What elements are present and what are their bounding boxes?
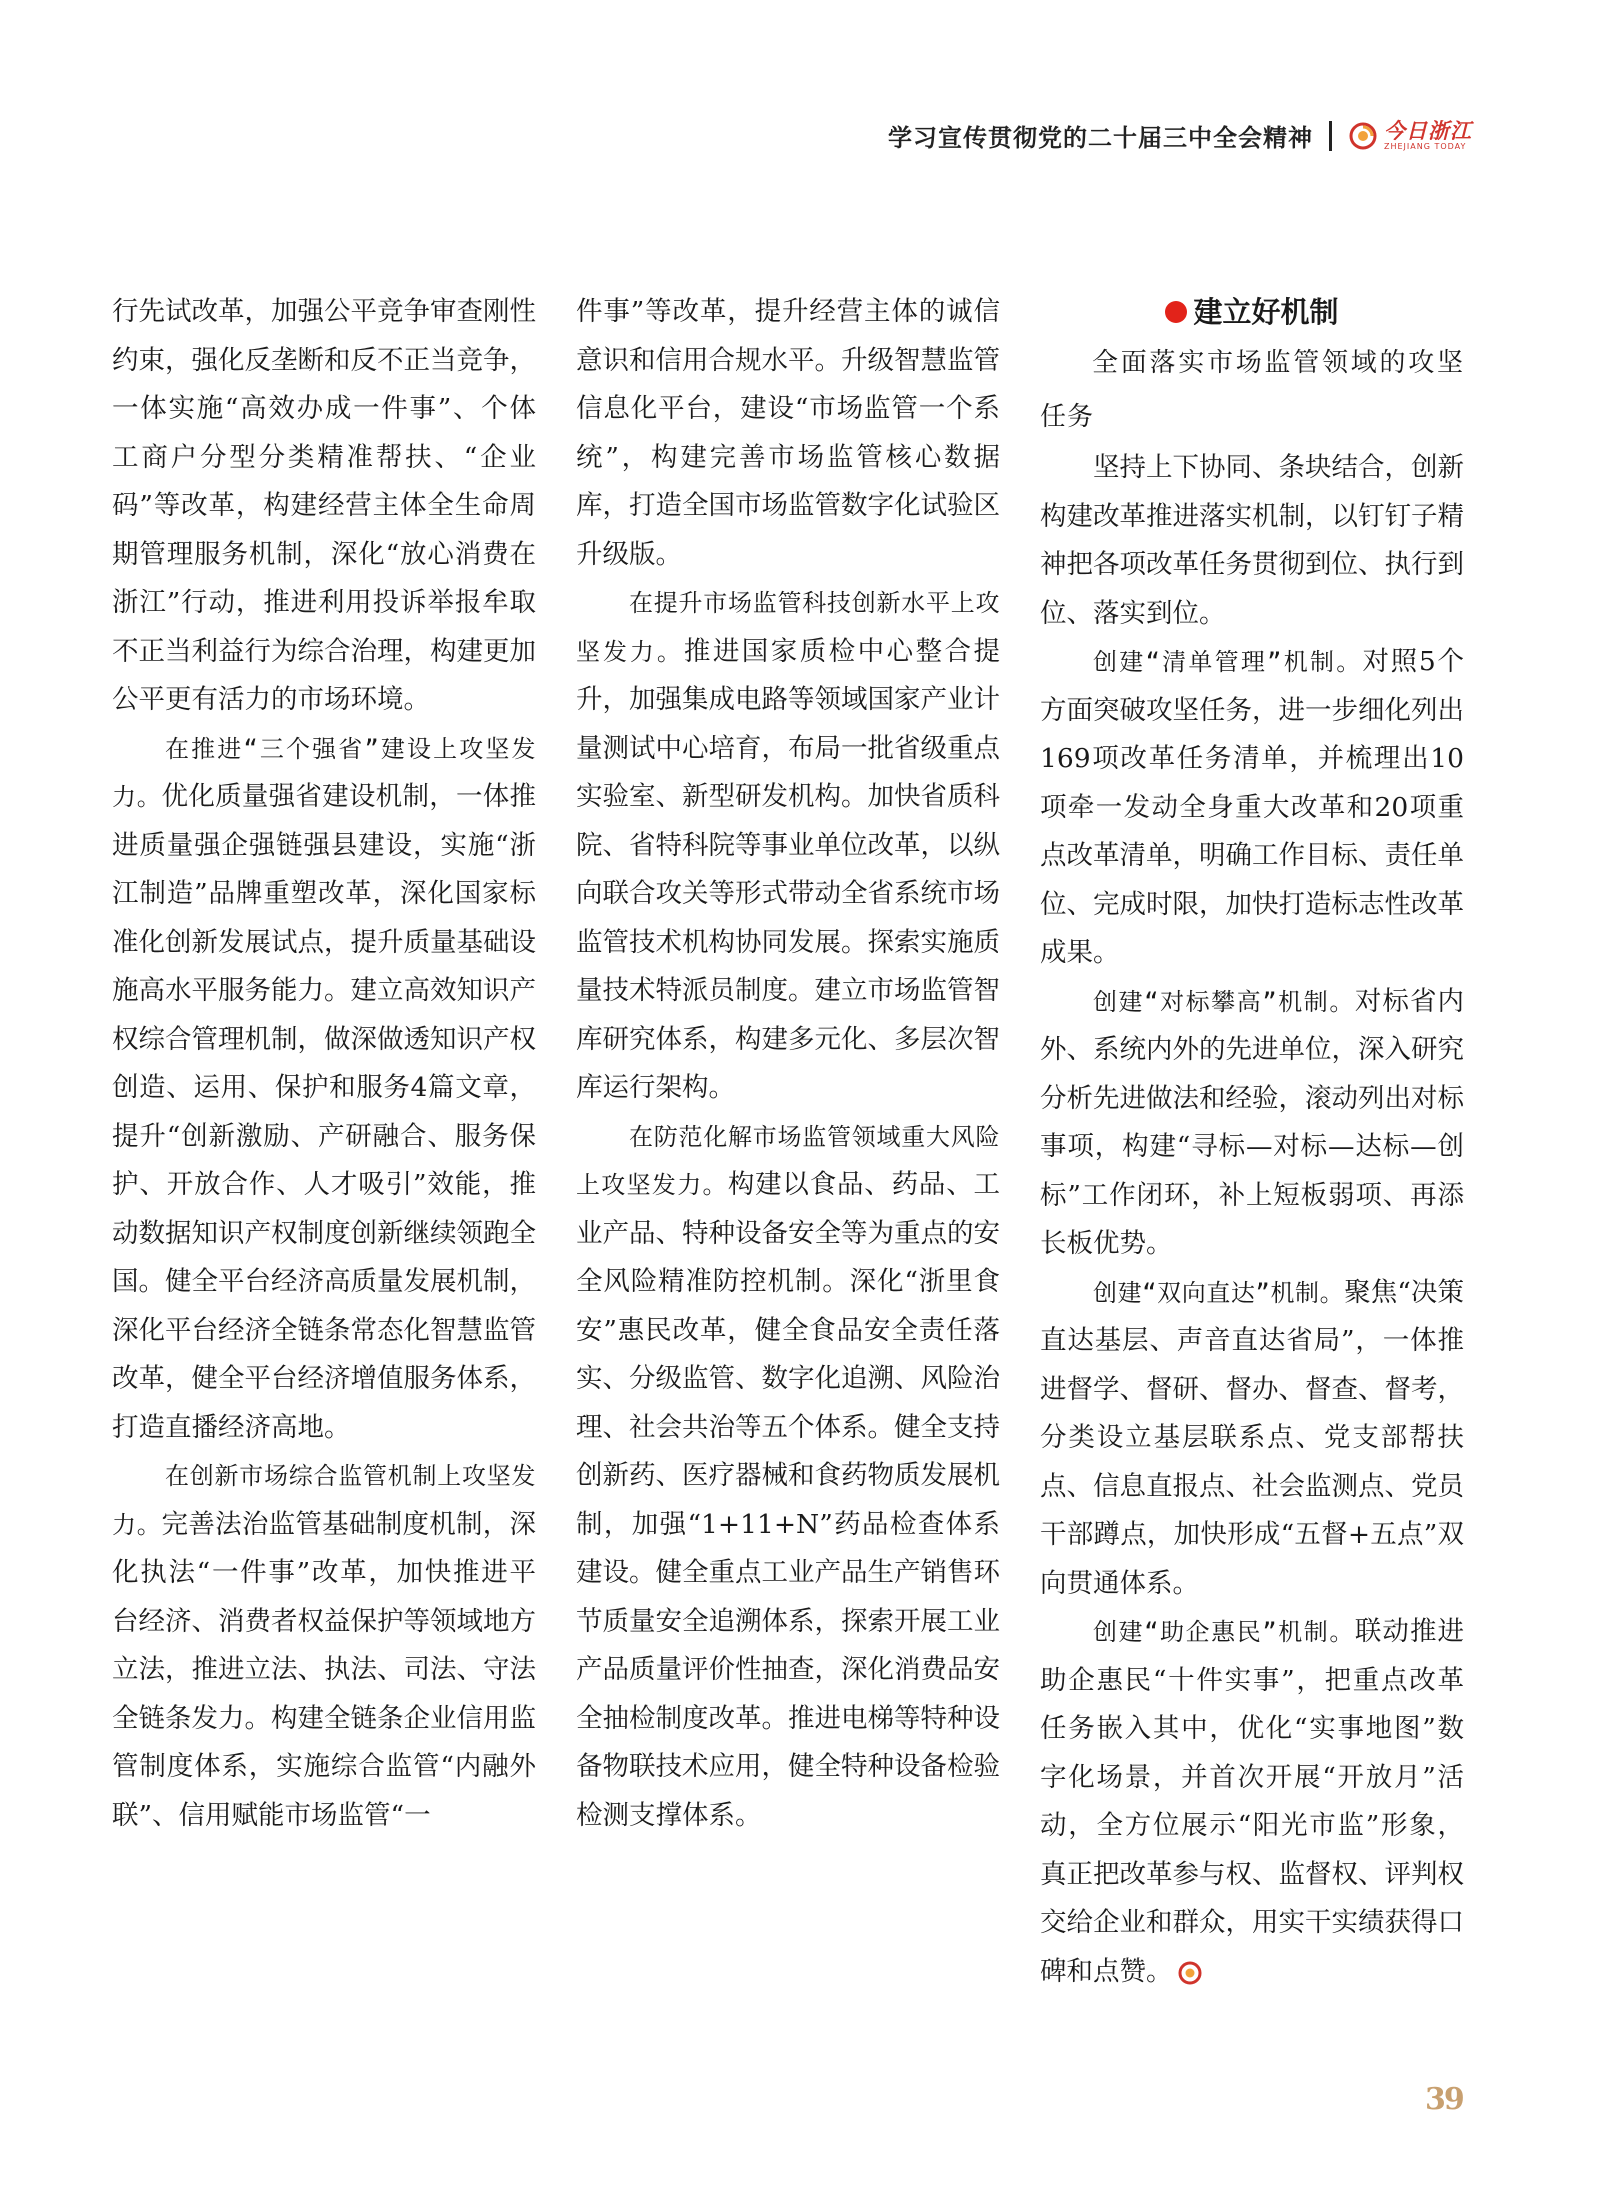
paragraph: 行先试改革，加强公平竞争审查刚性约束，强化反垄断和反不正当竞争，一体实施“高效办成一件事”、个体工商户分型分类精准帮扶、“企业码”等改革，构建经营主体全生命周期管理服务机制，深化“放心消费在浙江”行动，推进利用投诉举报牟取不正当利益行为综合治理，构建更加公平更有活力的市场环境。	[112, 296, 536, 715]
paragraph	[1040, 1269, 1464, 1609]
paragraph	[112, 725, 536, 1453]
paragraph-lead: 在创新市场综合监管机制上攻坚发力。	[112, 1462, 536, 1539]
logo-english-name: ZHEJIANG TODAY	[1384, 142, 1467, 151]
paragraph-lead: 在推进“三个强省”建设上攻坚发力。	[112, 734, 536, 811]
logo-swirl-icon	[1348, 121, 1378, 151]
magazine-logo	[1348, 120, 1472, 151]
column-right	[1040, 288, 1464, 1996]
column-left	[112, 288, 536, 1840]
paragraph-lead: 创建“双向直达”机制。	[1093, 1278, 1345, 1307]
page-number: 39	[1425, 2082, 1463, 2117]
paragraph	[1040, 978, 1464, 1269]
header-divider	[1329, 121, 1332, 151]
paragraph: 坚持上下协同、条块结合，创新构建改革推进落实机制，以钉钉子精神把各项改革任务贯彻到位、执行到位、落实到位。	[1040, 452, 1464, 629]
paragraph-body: 聚焦“决策直达基层、声音直达省局”，一体推进督学、督研、督办、督查、督考，分类设立基层联系点、党支部帮扶点、信息直报点、社会监测点、党员干部蹲点，加快形成“五督+五点”双向贯通体系。	[1040, 1276, 1464, 1599]
paragraph	[112, 1452, 536, 1840]
bullet-dot-icon	[1165, 301, 1187, 323]
section-subtitle: 全面落实市场监管领域的攻坚任务	[1040, 348, 1464, 432]
paragraph	[1040, 638, 1464, 978]
paragraph-lead: 在提升市场监管科技创新水平上攻坚发力。	[576, 589, 1000, 666]
paragraph-body: 联动推进助企惠民“十件实事”，把重点改革任务嵌入其中，优化“实事地图”数字化场景，并首次开展“开放月”活动，全方位展示“阳光市监”形象，真正把改革参与权、监督权、评判权交给企业和群众，用实干实绩获得口碑和点赞。	[1040, 1616, 1465, 1987]
paragraph: 件事”等改革，提升经营主体的诚信意识和信用合规水平。升级智慧监管信息化平台，建设“市场监管一个系统”，构建完善市场监管核心数据库，打造全国市场监管数字化试验区升级版。	[576, 296, 1000, 570]
paragraph-body: 对标省内外、系统内外的先进单位，深入研究分析先进做法和经验，滚动列出对标事项，构建“寻标—对标—达标—创标”工作闭环，补上短板弱项、再添长板优势。	[1040, 985, 1465, 1259]
section-heading	[1040, 288, 1464, 336]
paragraph	[576, 579, 1000, 1113]
paragraph	[1040, 1608, 1464, 1996]
paragraph-body: 推进国家质检中心整合提升，加强集成电路等领域国家产业计量测试中心培育，布局一批省级重点实验室、新型研发机构。加快省质科院、省特科院等事业单位改革，以纵向联合攻关等形式带动全省系统市场监管技术机构协同发展。探索实施质量技术特派员制度。建立市场监管智库研究体系，构建多元化、多层次智库运行架构。	[576, 635, 1001, 1103]
paragraph-lead: 创建“对标攀高”机制。	[1093, 987, 1355, 1016]
paragraph-body: 构建以食品、药品、工业产品、特种设备安全等为重点的安全风险精准防控机制。深化“浙里食安”惠民改革，健全食品安全责任落实、分级监管、数字化追溯、风险治理、社会共治等五个体系。健全支持创新药、医疗器械和食药物质发展机制，加强“1+11+N”药品检查体系建设。健全重点工业产品生产销售环节质量安全追溯体系，探索开展工业产品质量评价性抽查，深化消费品安全抽检制度改革。推进电梯等特种设备物联技术应用，健全特种设备检验检测支撑体系。	[576, 1169, 1001, 1831]
paragraph-lead: 创建“清单管理”机制。	[1093, 648, 1363, 676]
section-title: 建立好机制	[1193, 295, 1339, 329]
paragraph-lead: 创建“助企惠民”机制。	[1093, 1618, 1355, 1646]
logo-chinese-name: 今日浙江	[1384, 118, 1472, 143]
article-end-icon	[1177, 1960, 1203, 1986]
paragraph-lead: 在防范化解市场监管领域重大风险上攻坚发力。	[576, 1122, 1000, 1199]
page-header	[888, 118, 1472, 153]
paragraph-body: 优化质量强省建设机制，一体推进质量强企强链强县建设，实施“浙江制造”品牌重塑改革，深化国家标准化创新发展试点，提升质量基础设施高水平服务能力。建立高效知识产权综合管理机制，做深做透知识产权创造、运用、保护和服务4篇文章，提升“创新激励、产研融合、服务保护、开放合作、人才吸引”效能，推动数据知识产权制度创新继续领跑全国。健全平台经济高质量发展机制，深化平台经济全链条常态化智慧监管改革，健全平台经济增值服务体系，打造直播经济高地。	[112, 781, 537, 1443]
paragraph-body: 对照5个方面突破攻坚任务，进一步细化列出169项改革任务清单，并梳理出10项牵一发动全身重大改革和20项重点改革清单，明确工作目标、责任单位、完成时限，加快打造标志性改革成果。	[1040, 646, 1464, 968]
paragraph-body: 完善法治监管基础制度机制，深化执法“一件事”改革，加快推进平台经济、消费者权益保护等领域地方立法，推进立法、执法、司法、守法全链条发力。构建全链条企业信用监管制度体系，实施综合监管“内融外联”、信用赋能市场监管“一	[112, 1508, 537, 1831]
header-title: 学习宣传贯彻党的二十届三中全会精神	[888, 124, 1313, 152]
paragraph	[576, 1113, 1000, 1841]
column-middle	[576, 288, 1000, 1840]
